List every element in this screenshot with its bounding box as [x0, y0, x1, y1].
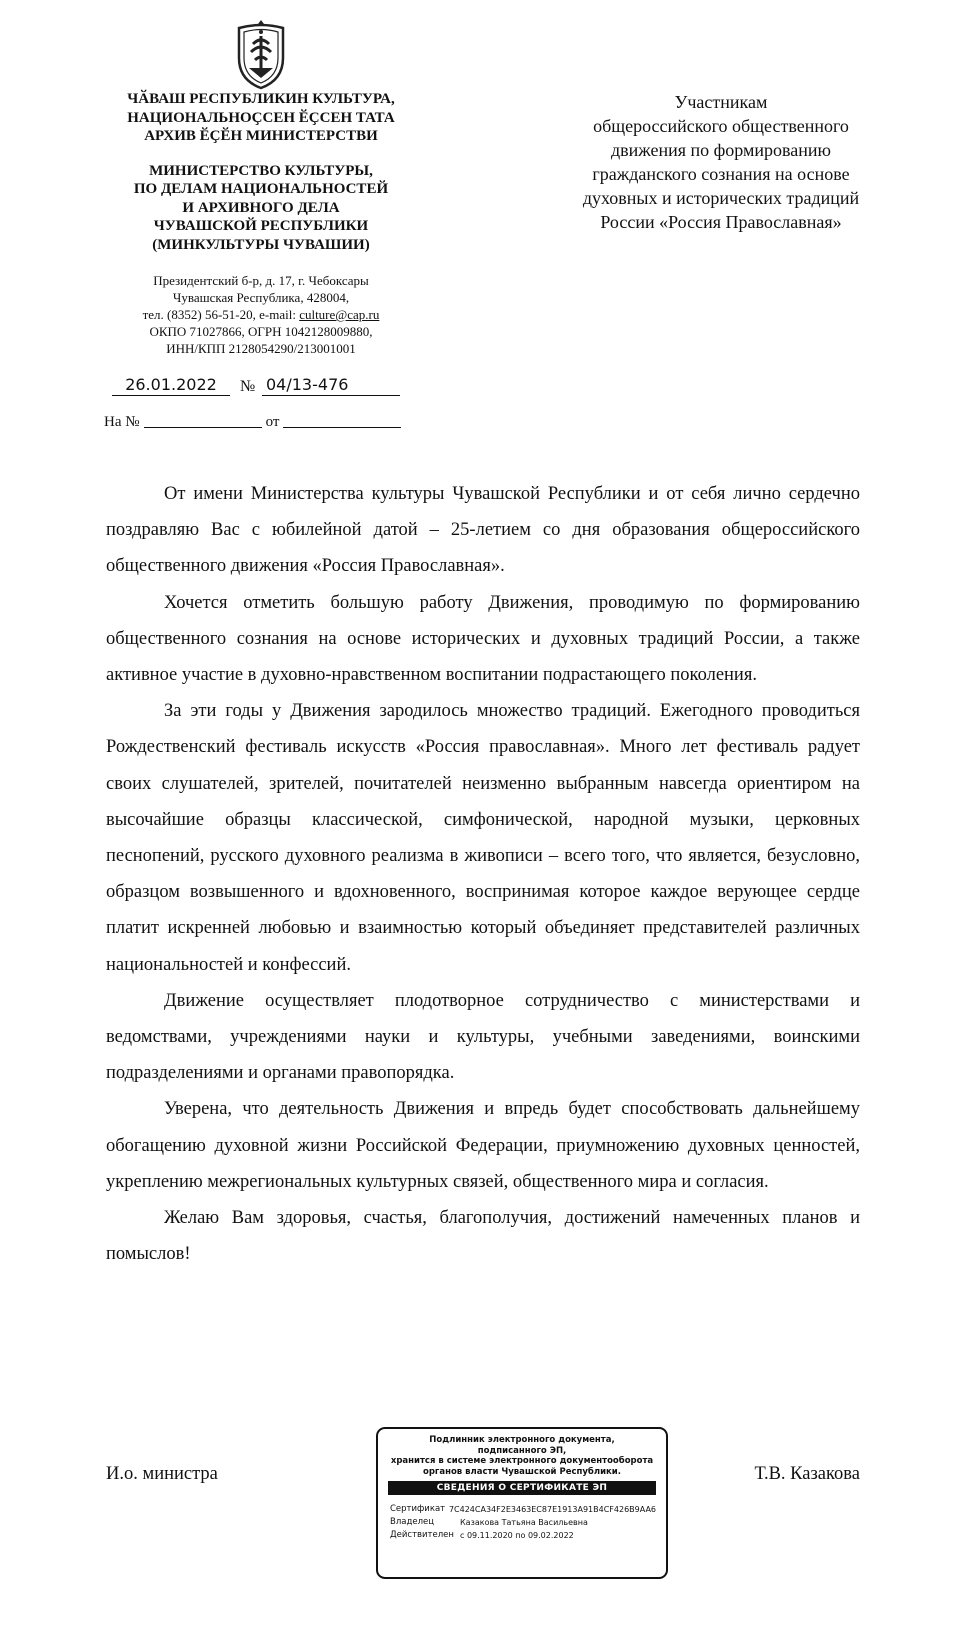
ref-number-blank: [144, 427, 262, 428]
stamp-row-validity: Действителен с 09.11.2020 по 09.02.2022: [390, 1530, 574, 1540]
e-signature-stamp: [376, 1427, 668, 1579]
signatory-name: Т.В. Казакова: [754, 1464, 860, 1484]
stamp-header: Подлинник электронного документа, подписанного ЭП, хранится в системе электронного документооборота органов власти Чувашской Республики.: [390, 1435, 654, 1477]
registration-date: 26.01.2022: [112, 375, 230, 396]
paragraph: От имени Министерства культуры Чувашской Республики и от себя лично сердечно поздравляю Вас с юбилейной датой – 25-летием со дня образования общероссийского общественного движения «Россия Православная».: [106, 484, 860, 577]
paragraph: Желаю Вам здоровья, счастья, благополучия, достижений намеченных планов и помыслов!: [106, 1208, 860, 1265]
paragraph: Хочется отметить большую работу Движения, проводимую по формированию общественного сознания на основе исторических и духовных традиций России, а также активное участие в духовно-нравственном воспитании подрастающего поколения.: [106, 592, 860, 686]
paragraph: Движение осуществляет плодотворное сотрудничество с министерствами и ведомствами, учреждениями науки и культуры, учебными заведениями, воинскими подразделениями и органами правопорядка.: [106, 990, 860, 1084]
stamp-title-bar: СВЕДЕНИЯ О СЕРТИФИКАТЕ ЭП: [388, 1481, 656, 1495]
org-address: Президентский б-р, д. 17, г. Чебоксары Чувашская Республика, 428004, тел. (8352) 56-51-20, e-mail: culture@cap.ru ОКПО 71027866, ОГРН 1042128009880, ИНН/КПП 2128054290/213001001: [142, 273, 380, 356]
email-link[interactable]: culture@cap.ru: [299, 307, 380, 322]
letter-body: [106, 476, 860, 1272]
registration-number: 04/13-476: [262, 375, 400, 396]
signatory-role: И.о. министра: [106, 1464, 218, 1484]
sender-block: [96, 90, 426, 357]
reference-line: На № от: [104, 414, 405, 431]
paragraph: За эти годы у Движения зародилось множество традиций. Ежегодного проводиться Рождественский фестиваль искусств «Россия православная». Много лет фестиваль радует своих слушателей, зрителей, почитателей неизменно выбранным навсегда ориентиром на высочайшие образцы классической, симфонической, народной музыки, церковных песнопений, русского духовного реализма в живописи – всего того, что является, безусловно, образцом возвышенного и вдохновенного, воспринимая которое каждое верующее сердце платит искренней любовью и взаимностью который объединяет представителей различных национальностей и конфессий.: [106, 701, 860, 975]
addressee-block: Участникам общероссийского общественного движения по формированию гражданского сознания на основе духовных и исторических традиций России «Россия Православная»: [582, 92, 860, 232]
registration-number-sign: №: [240, 378, 256, 395]
chuvashia-emblem-icon: [231, 18, 291, 90]
ref-date-blank: [283, 427, 401, 428]
stamp-row-certificate: Сертификат 7C424CA34F2E3463EC87E1913A91B4CF426B9AA6: [390, 1504, 656, 1514]
stamp-row-owner: Владелец Казакова Татьяна Васильевна: [390, 1517, 588, 1527]
org-name-chuvash: ЧӐВАШ РЕСПУБЛИКИН КУЛЬТУРА, НАЦИОНАЛЬНОҪСЕН ӖҪСЕН ТАТА АРХИВ ӖҪӖН МИНИСТЕРСТВИ: [127, 91, 395, 144]
stamp-details: [390, 1503, 656, 1542]
org-name-russian: МИНИСТЕРСТВО КУЛЬТУРЫ, ПО ДЕЛАМ НАЦИОНАЛЬНОСТЕЙ И АРХИВНОГО ДЕЛА ЧУВАШСКОЙ РЕСПУБЛИКИ (МИНКУЛЬТУРЫ ЧУВАШИИ): [133, 162, 389, 253]
paragraph: Уверена, что деятельность Движения и впредь будет способствовать дальнейшему обогащению духовной жизни Российской Федерации, приумножению духовных ценностей, укреплению межрегиональных культурных связей, общественного мира и согласия.: [106, 1099, 860, 1192]
